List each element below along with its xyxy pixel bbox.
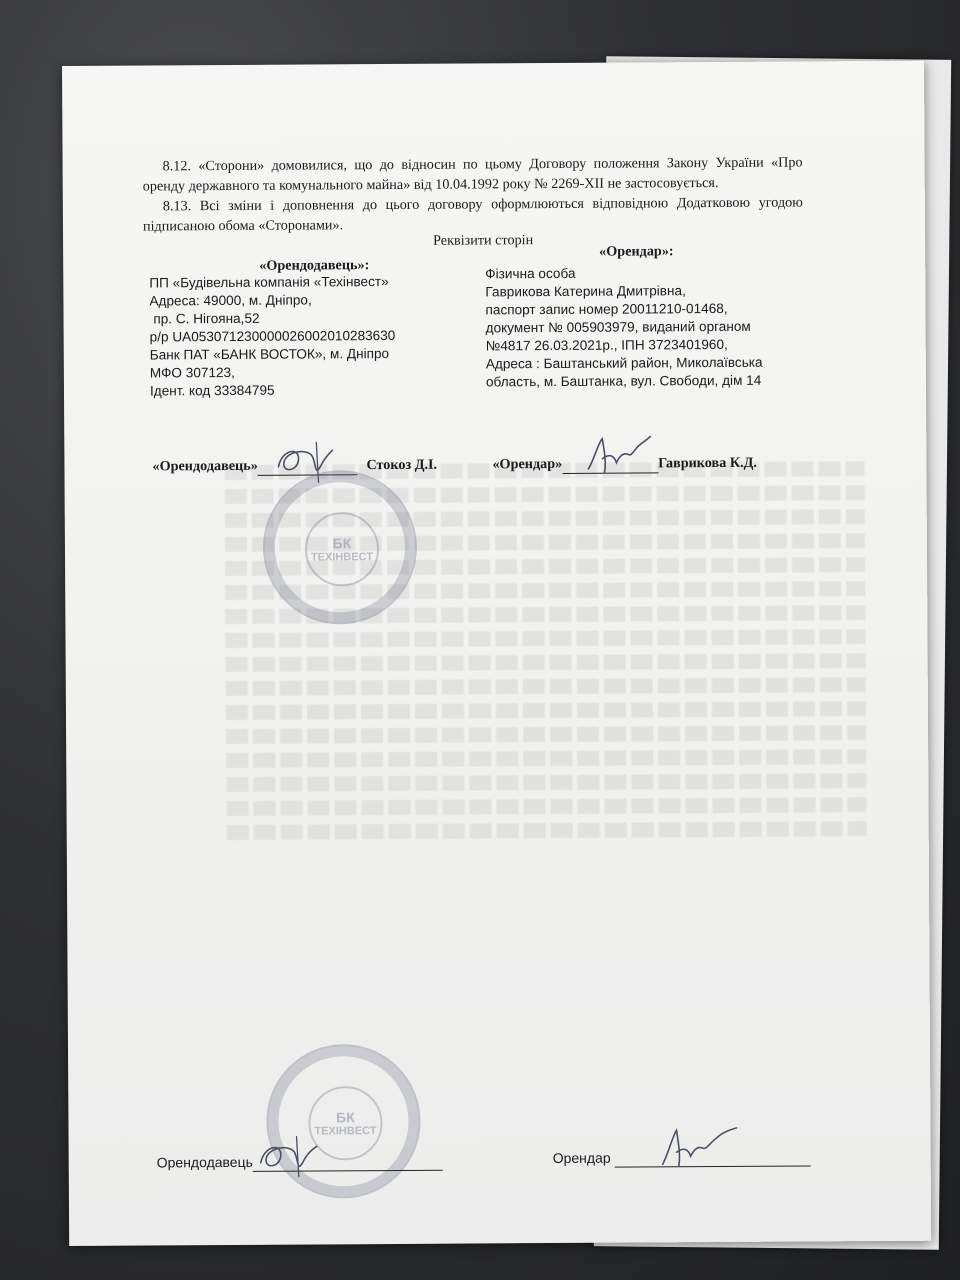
tenant-line: паспорт запис номер 20011210-01468, (485, 300, 728, 318)
landlord-line: р/р UA053071230000026002010283630 (149, 327, 396, 345)
stamp-line-2: ТЕХІНВЕСТ (314, 1124, 377, 1137)
stamp-line-2: ТЕХІНВЕСТ (310, 550, 374, 563)
footer-landlord-label: Орендодавець (156, 1153, 253, 1171)
tenant-line: №4817 26.03.2021р., ІПН 3723401960, (485, 336, 728, 354)
contract-page (62, 61, 931, 1246)
tenant-signature-mark (584, 428, 654, 478)
landlord-sign-label: «Орендодавець» (152, 457, 258, 475)
tenant-heading: «Орендар»: (599, 243, 674, 260)
clause-8-12-line-2: оренду державного та комунального майна» від 10.04.1992 року № 2269-XII не застосовується. (142, 174, 719, 195)
company-stamp (262, 470, 417, 625)
footer-tenant-label: Орендар (552, 1149, 611, 1167)
tenant-line: Гаврикова Катерина Дмитрівна, (485, 283, 686, 300)
tenant-sign-label: «Орендар» (492, 455, 563, 473)
stamp-line-1: БК (332, 534, 352, 551)
landlord-line: Адреса: 49000, м. Дніпро, (149, 292, 312, 309)
footer-tenant-signature-mark (658, 1120, 738, 1170)
stamp-line-1: БК (336, 1108, 355, 1125)
tenant-line: область, м. Баштанка, вул. Свободи, дім 14 (485, 372, 762, 390)
footer-landlord-signature-mark (254, 1128, 324, 1178)
clause-8-13-line-2: підписаною обома «Сторонами». (142, 217, 344, 235)
tenant-line: документ № 005903979, виданий органом (485, 318, 751, 336)
landlord-sign-name: Стокоз Д.І. (366, 456, 438, 474)
landlord-line: Ідент. код 33384795 (149, 382, 275, 399)
requisites-title: Реквізити сторін (433, 232, 534, 249)
tenant-line: Адреса : Баштанський район, Миколаївська (485, 354, 763, 372)
tenant-line: Фізична особа (485, 265, 576, 282)
clause-8-13-line-1: 8.13. Всі зміни і доповнення до цього договору оформлюються відповідною Додатковою угодою (162, 194, 803, 215)
tenant-sign-name: Гаврикова К.Д. (658, 454, 758, 472)
landlord-line: Банк ПАТ «БАНК ВОСТОК», м. Дніпро (149, 346, 390, 363)
clause-8-12-line-1: 8.12. «Сторони» домовилися, що до відносин по цьому Договору положення Закону України «Про (162, 154, 803, 175)
landlord-line: МФО 307123, (149, 364, 235, 381)
landlord-line: пр. С. Нігояна,52 (149, 310, 260, 327)
landlord-line: ПП «Будівельна компанія «Техінвест» (149, 274, 389, 291)
landlord-heading: «Орендодавець»: (259, 257, 370, 274)
stamp-center (305, 512, 379, 586)
